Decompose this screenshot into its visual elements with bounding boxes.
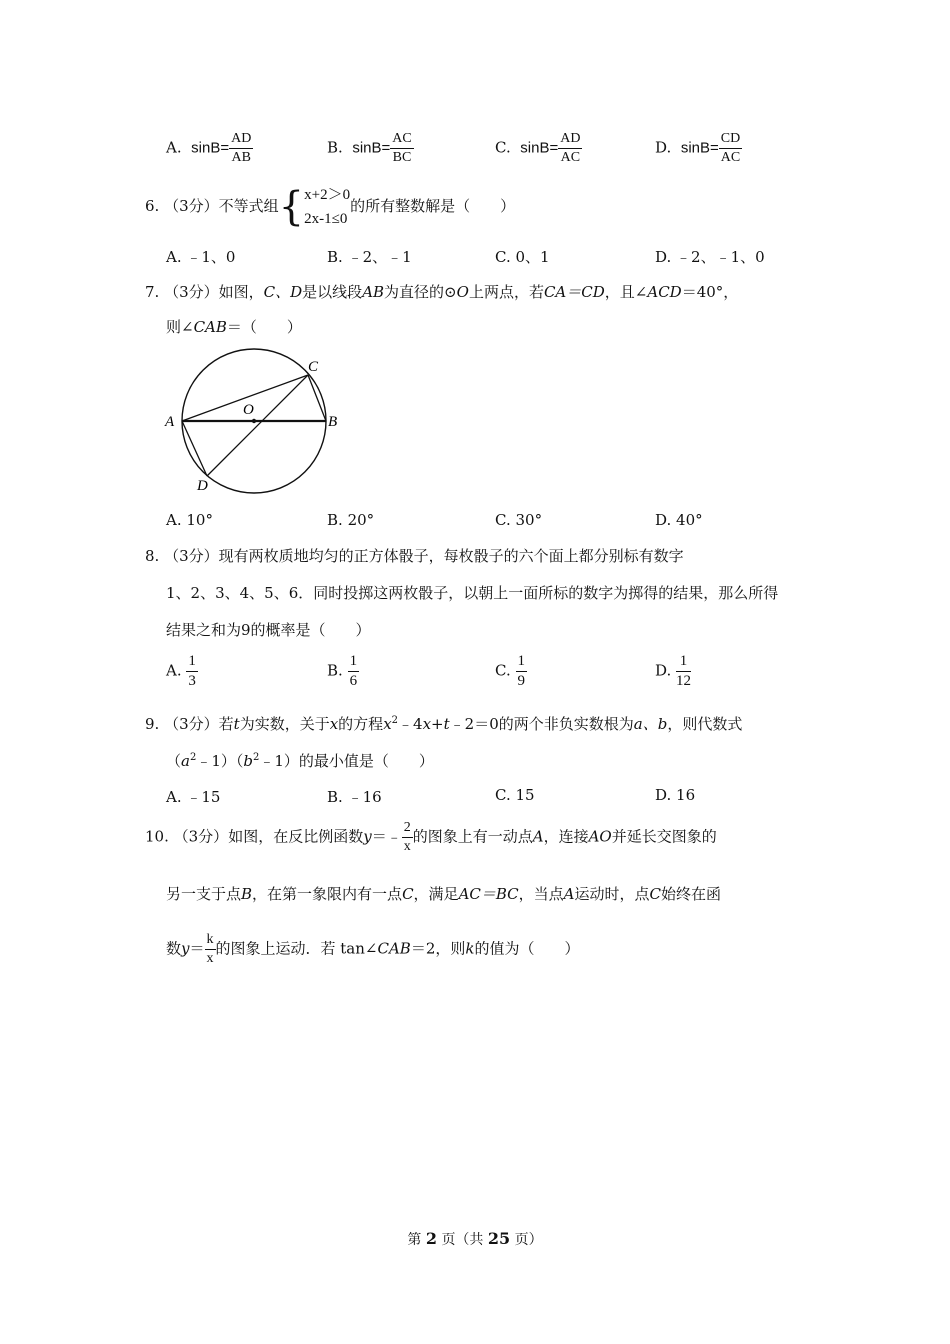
q6-option-a[interactable]: A. ﹣1、0	[166, 248, 236, 266]
fraction: $\frac{2}{x}$	[403, 820, 411, 854]
q6-option-c[interactable]: C. 0、1	[495, 248, 550, 266]
question-10-line1: 10. （3分）如图，在反比例函数y＝﹣ $\frac{2}{x}$ 的图象上有一动点A，连接AO并延长交图象的	[145, 820, 717, 854]
question-10-line3: 数y＝ $\frac{k}{x}$ 的图象上运动．若 tan∠CAB＝2，则k的值为（ ）	[166, 932, 580, 966]
fraction: $\frac{CD}{AC}$	[720, 131, 741, 165]
question-7-line2: 则∠CAB＝（ ）	[166, 318, 302, 336]
q9-option-b[interactable]: B. ﹣16	[327, 788, 382, 806]
page-footer: 第 2 页（共 25 页）	[407, 1229, 543, 1248]
segment-ad	[182, 421, 207, 476]
inequality-system: x+2＞0 2x-1≤0	[304, 187, 351, 227]
label-o: O	[243, 402, 254, 418]
q5-option-d[interactable]: D. sinB= $\frac{CD}{AC}$	[655, 131, 741, 165]
question-9-line2: $(a^2﹣1)(b^2﹣1)$的最小值是（ ）	[166, 752, 434, 770]
q8-option-d[interactable]: D. $\frac{1}{12}$	[655, 653, 692, 689]
brace-symbol: {	[278, 184, 305, 230]
fraction: $\frac{k}{x}$	[206, 932, 214, 966]
q7-option-c[interactable]: C. 30°	[495, 511, 543, 529]
question-9-line1: 9. （3分）若t为实数，关于x的方程$x^2﹣4x+t﹣2=0$的两个非负实数根为a、b，则代数式	[145, 715, 743, 733]
q9-option-c[interactable]: C. 15	[495, 786, 535, 804]
q7-option-d[interactable]: D. 40°	[655, 511, 703, 529]
q9-option-a[interactable]: A. ﹣15	[166, 788, 221, 806]
label-d: D	[197, 478, 208, 494]
fraction: $\frac{1}{12}$	[676, 653, 692, 689]
fraction: $\frac{1}{9}$	[517, 653, 525, 689]
fraction: $\frac{AD}{AC}$	[560, 131, 581, 165]
q6-option-d[interactable]: D. ﹣2、﹣1、0	[655, 248, 765, 266]
q5-option-a[interactable]: A. sinB= $\frac{AD}{AB}$	[166, 131, 252, 165]
q5-option-c[interactable]: C. sinB= $\frac{AD}{AC}$	[495, 131, 581, 165]
q8-option-a[interactable]: A. $\frac{1}{3}$	[166, 653, 196, 689]
q9-option-d[interactable]: D. 16	[655, 786, 696, 804]
label-c: C	[308, 359, 319, 375]
question-8-line1: 8. （3分）现有两枚质地均匀的正方体骰子，每枚骰子的六个面上都分别标有数字	[145, 547, 684, 565]
question-8-line3: 结果之和为9的概率是（ ）	[166, 621, 371, 639]
question-7-line1: 7. （3分）如图，C、D是以线段AB为直径的⊙O上两点，若CA＝CD，且∠ACD＝40°，	[145, 283, 739, 301]
fraction: $\frac{AC}{BC}$	[392, 131, 412, 165]
q7-option-b[interactable]: B. 20°	[327, 511, 375, 529]
question-10-line2: 另一支于点B，在第一象限内有一点C，满足AC＝BC，当点A运动时，点C始终在函	[166, 885, 722, 903]
segment-cb	[308, 375, 326, 421]
q5-option-b[interactable]: B. sinB= $\frac{AC}{BC}$	[327, 131, 412, 165]
center-point	[252, 419, 256, 423]
q6-option-b[interactable]: B. ﹣2、﹣1	[327, 248, 412, 266]
circle-figure	[160, 340, 350, 500]
label-b: B	[328, 414, 338, 430]
segment-cd	[207, 375, 308, 476]
question-8-line2: 1、2、3、4、5、6．同时投掷这两枚骰子，以朝上一面所标的数字为掷得的结果，那么所得	[166, 584, 779, 602]
fraction: $\frac{AD}{AB}$	[231, 131, 252, 165]
fraction: $\frac{1}{6}$	[349, 653, 358, 689]
label-a: A	[165, 414, 175, 430]
q8-option-b[interactable]: B. $\frac{1}{6}$	[327, 653, 358, 689]
question-6-stem: 6. （3分）不等式组{ x+2＞0 2x-1≤0 的所有整数解是（ ）	[145, 184, 516, 230]
q8-option-c[interactable]: C. $\frac{1}{9}$	[495, 653, 525, 689]
q7-option-a[interactable]: A. 10°	[166, 511, 213, 529]
fraction: $\frac{1}{3}$	[188, 653, 196, 689]
